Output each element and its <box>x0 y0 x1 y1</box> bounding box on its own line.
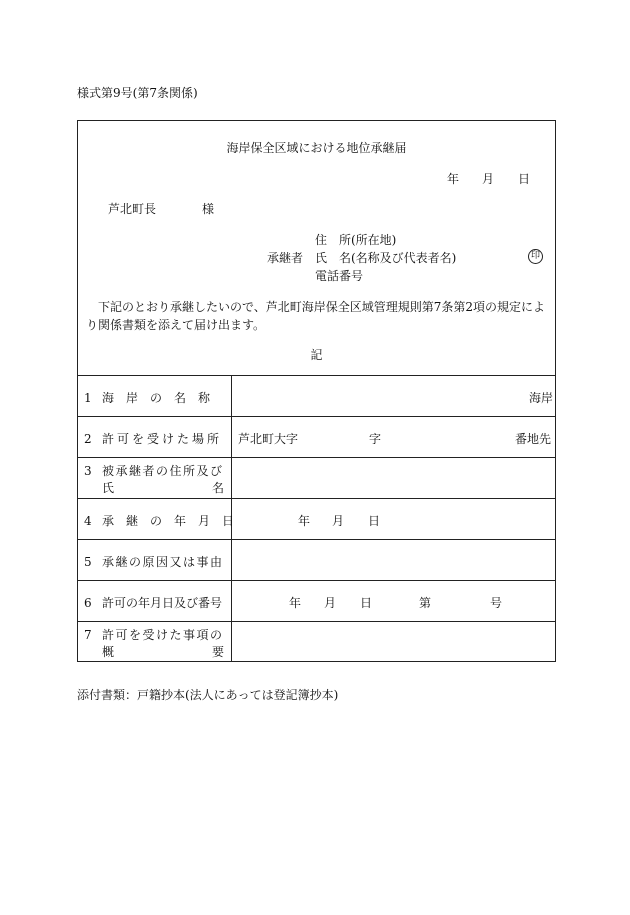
row-label: 承 継 の 年 月 日 <box>102 514 235 528</box>
date-month: 月 <box>482 172 495 186</box>
table-row <box>84 594 222 611</box>
row-label: 許可を受けた事項の <box>102 628 224 642</box>
row-label: 許可を受けた場所 <box>102 432 223 446</box>
row-value: 字 <box>369 432 382 446</box>
row-value: 番地先 <box>515 432 552 446</box>
table-row <box>84 626 224 643</box>
phone-label: 電話番号 <box>315 269 364 283</box>
row-number: 7 <box>84 628 92 642</box>
row-label: 承継の原因又は事由 <box>102 555 224 569</box>
table-row <box>84 430 222 447</box>
row-value: 号 <box>490 596 503 610</box>
row-label: 氏 <box>102 481 115 495</box>
row-value: 年 <box>289 596 302 610</box>
row-number: 6 <box>84 596 92 610</box>
form-number-label: 様式第9号(第7条関係) <box>77 86 198 100</box>
addressee-name: 芦北町長 <box>108 202 157 216</box>
body-text: 下記のとおり承継したいので、芦北町海岸保全区域管理規則第7条第2項の規定により関係書類を添えて届け出ます。 <box>86 300 546 332</box>
row-number: 5 <box>84 555 92 569</box>
row-number: 2 <box>84 432 92 446</box>
row-divider <box>78 457 555 458</box>
name-label: 氏 名(名称及び代表者名) <box>315 251 457 265</box>
table-row <box>84 462 224 479</box>
row-divider <box>78 621 555 622</box>
form-title: 海岸保全区域における地位承継届 <box>226 141 407 155</box>
addressee-honorific: 様 <box>202 202 215 216</box>
table-top-border <box>78 375 555 376</box>
row-value: 第 <box>419 596 432 610</box>
row-value: 海岸 <box>529 391 554 405</box>
row-number: 4 <box>84 514 92 528</box>
row-label: 海 岸 の 名 称 <box>102 391 211 405</box>
row-label: 許可の年月日及び番号 <box>102 596 223 610</box>
row-value: 月 <box>324 596 337 610</box>
row-number: 3 <box>84 464 92 478</box>
attachment-note: 添付書類：戸籍抄本(法人にあっては登記簿抄本) <box>77 688 339 702</box>
row-value: 年 <box>298 514 311 528</box>
row-label: 概 <box>102 645 115 659</box>
row-value: 月 <box>332 514 345 528</box>
row-value: 日 <box>368 514 381 528</box>
row-divider <box>78 498 555 499</box>
notification-form <box>77 120 556 662</box>
table-row <box>84 389 210 406</box>
ki-label: 記 <box>310 348 323 362</box>
seal-mark: 印 <box>528 249 543 264</box>
table-row <box>84 553 224 570</box>
date-year: 年 <box>447 172 460 186</box>
row-divider <box>78 580 555 581</box>
row-value: 芦北町大字 <box>238 432 299 446</box>
row-label: 要 <box>212 645 225 659</box>
row-value: 日 <box>360 596 373 610</box>
row-divider <box>78 416 555 417</box>
row-label: 名 <box>212 481 225 495</box>
row-divider <box>78 539 555 540</box>
date-day: 日 <box>518 172 531 186</box>
applicant-role: 承継者 <box>267 251 304 265</box>
row-number: 1 <box>84 391 92 405</box>
row-label: 被承継者の住所及び <box>102 464 224 478</box>
address-label: 住 所(所在地) <box>315 233 397 247</box>
table-row <box>84 512 234 529</box>
